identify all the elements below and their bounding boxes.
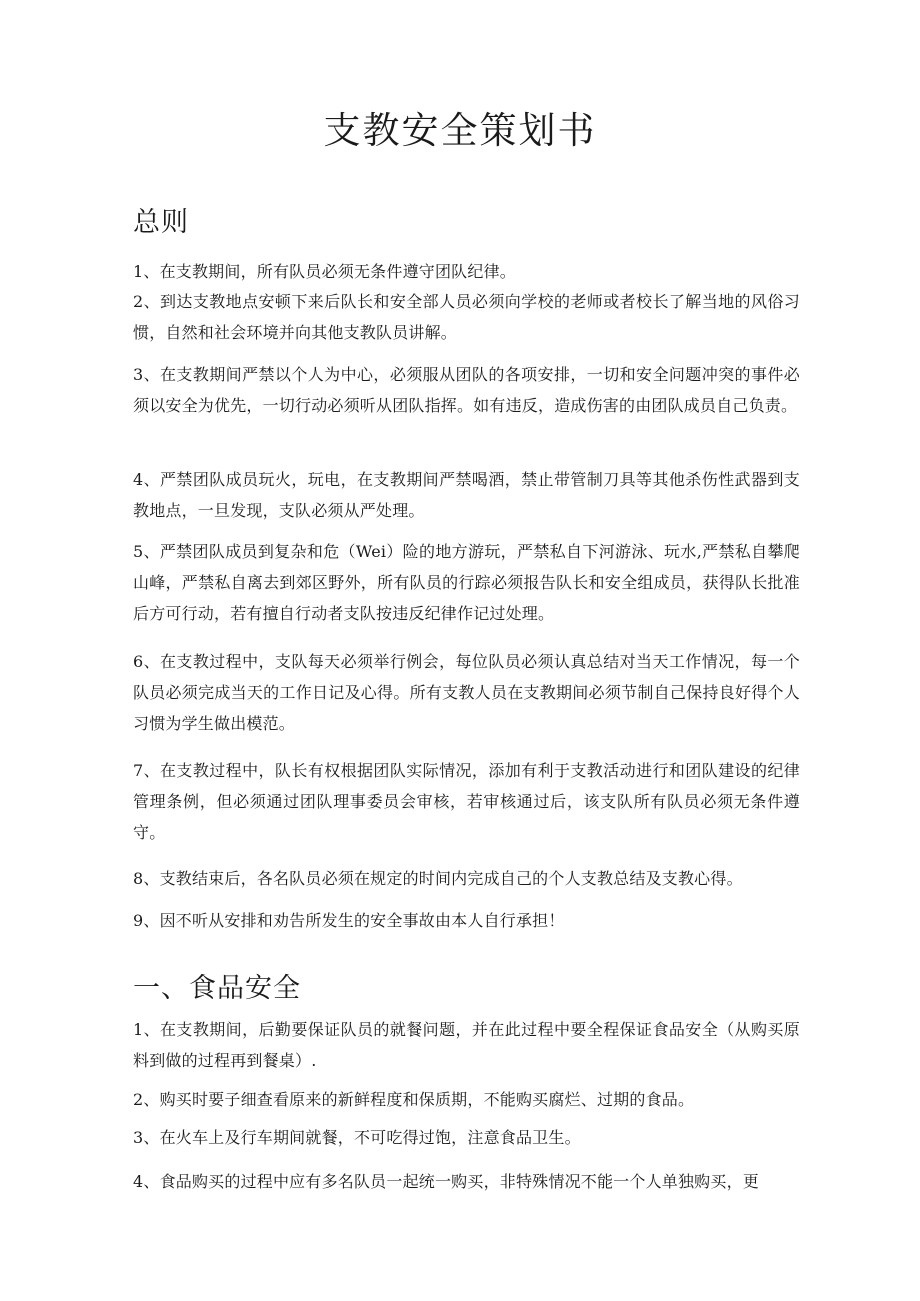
food-paragraph-2: 2、购买时要子细查看原来的新鲜程度和保质期，不能购买腐烂、过期的食品。 [133, 1090, 695, 1109]
rule-paragraph-9: 9、因不听从安排和劝告所发生的安全事故由本人自行承担！ [133, 911, 565, 930]
section-heading-general: 总则 [133, 207, 189, 238]
rule-paragraph-7: 7、在支教过程中，队长有权根据团队实际情况，添加有利于支教活动进行和团队建设的纪律管理条例，但必须通过团队理事委员会审核，若审核通过后，该支队所有队员必须无条件遵守。 [133, 761, 800, 842]
section-heading-food-safety: 一、食品安全 [133, 973, 301, 1004]
rule-paragraph-3: 3、在支教期间严禁以个人为中心，必须服从团队的各项安排，一切和安全问题冲突的事件必须以安全为优先，一切行动必须听从团队指挥。如有违反，造成伤害的由团队成员自己负责。 [133, 365, 800, 415]
food-paragraph-3: 3、在火车上及行车期间就餐，不可吃得过饱，注意食品卫生。 [133, 1128, 581, 1147]
rule-paragraph-2: 2、到达支教地点安顿下来后队长和安全部人员必须向学校的老师或者校长了解当地的风俗习惯，自然和社会环境并向其他支教队员讲解。 [133, 292, 800, 342]
rule-paragraph-1: 1、在支教期间，所有队员必须无条件遵守团队纪律。 [133, 262, 516, 281]
food-paragraph-1: 1、在支教期间，后勤要保证队员的就餐问题，并在此过程中要全程保证食品安全（从购买原料到做的过程再到餐桌）. [133, 1020, 800, 1070]
document-title: 支教安全策划书 [323, 109, 597, 152]
rule-paragraph-4: 4、严禁团队成员玩火，玩电，在支教期间严禁喝酒，禁止带管制刀具等其他杀伤性武器到支教地点，一旦发现，支队必须从严处理。 [133, 470, 800, 520]
rule-paragraph-6: 6、在支教过程中，支队每天必须举行例会，每位队员必须认真总结对当天工作情况，每一个队员必须完成当天的工作日记及心得。所有支教人员在支教期间必须节制自己保持良好得个人习惯为学生做出模范。 [133, 652, 800, 733]
rule-paragraph-5: 5、严禁团队成员到复杂和危（Wei）险的地方游玩，严禁私自下河游泳、玩水,严禁私自攀爬山峰，严禁私自离去到郊区野外，所有队员的行踪必须报告队长和安全组成员，获得队长批准后方可行动，若有擅自行动者支队按违反纪律作记过处理。 [133, 542, 800, 623]
food-paragraph-4: 4、食品购买的过程中应有多名队员一起统一购买，非特殊情况不能一个人单独购买，更 [133, 1172, 759, 1191]
rule-paragraph-8: 8、支教结束后，各名队员必须在规定的时间内完成自己的个人支教总结及支教心得。 [133, 869, 743, 888]
